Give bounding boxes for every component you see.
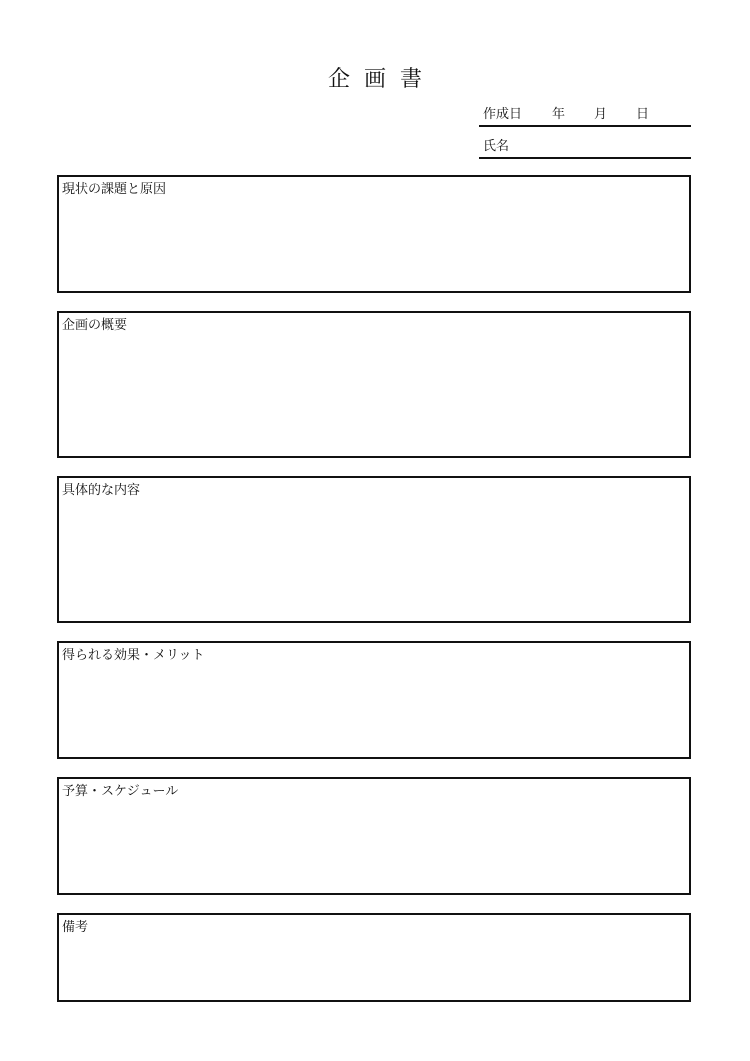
- section-overview[interactable]: [57, 311, 691, 458]
- year-label: 年: [552, 107, 566, 122]
- section-label: 予算・スケジュール: [62, 784, 179, 799]
- section-budget-schedule[interactable]: [57, 777, 691, 895]
- section-benefits[interactable]: [57, 641, 691, 759]
- section-details[interactable]: [57, 476, 691, 623]
- section-label: 備考: [62, 920, 89, 935]
- name-label: 氏名: [483, 139, 510, 154]
- day-label: 日: [636, 107, 650, 122]
- section-current-issues[interactable]: [57, 175, 691, 293]
- section-label: 得られる効果・メリット: [62, 648, 205, 663]
- section-remarks[interactable]: [57, 913, 691, 1002]
- document-title: 企画書: [327, 67, 436, 92]
- name-field[interactable]: [479, 128, 691, 159]
- section-label: 企画の概要: [62, 318, 128, 333]
- section-label: 具体的な内容: [62, 483, 141, 498]
- section-label: 現状の課題と原因: [62, 182, 167, 197]
- creation-date-field[interactable]: [479, 96, 691, 127]
- creation-date-label: 作成日: [483, 107, 523, 122]
- month-label: 月: [594, 107, 608, 122]
